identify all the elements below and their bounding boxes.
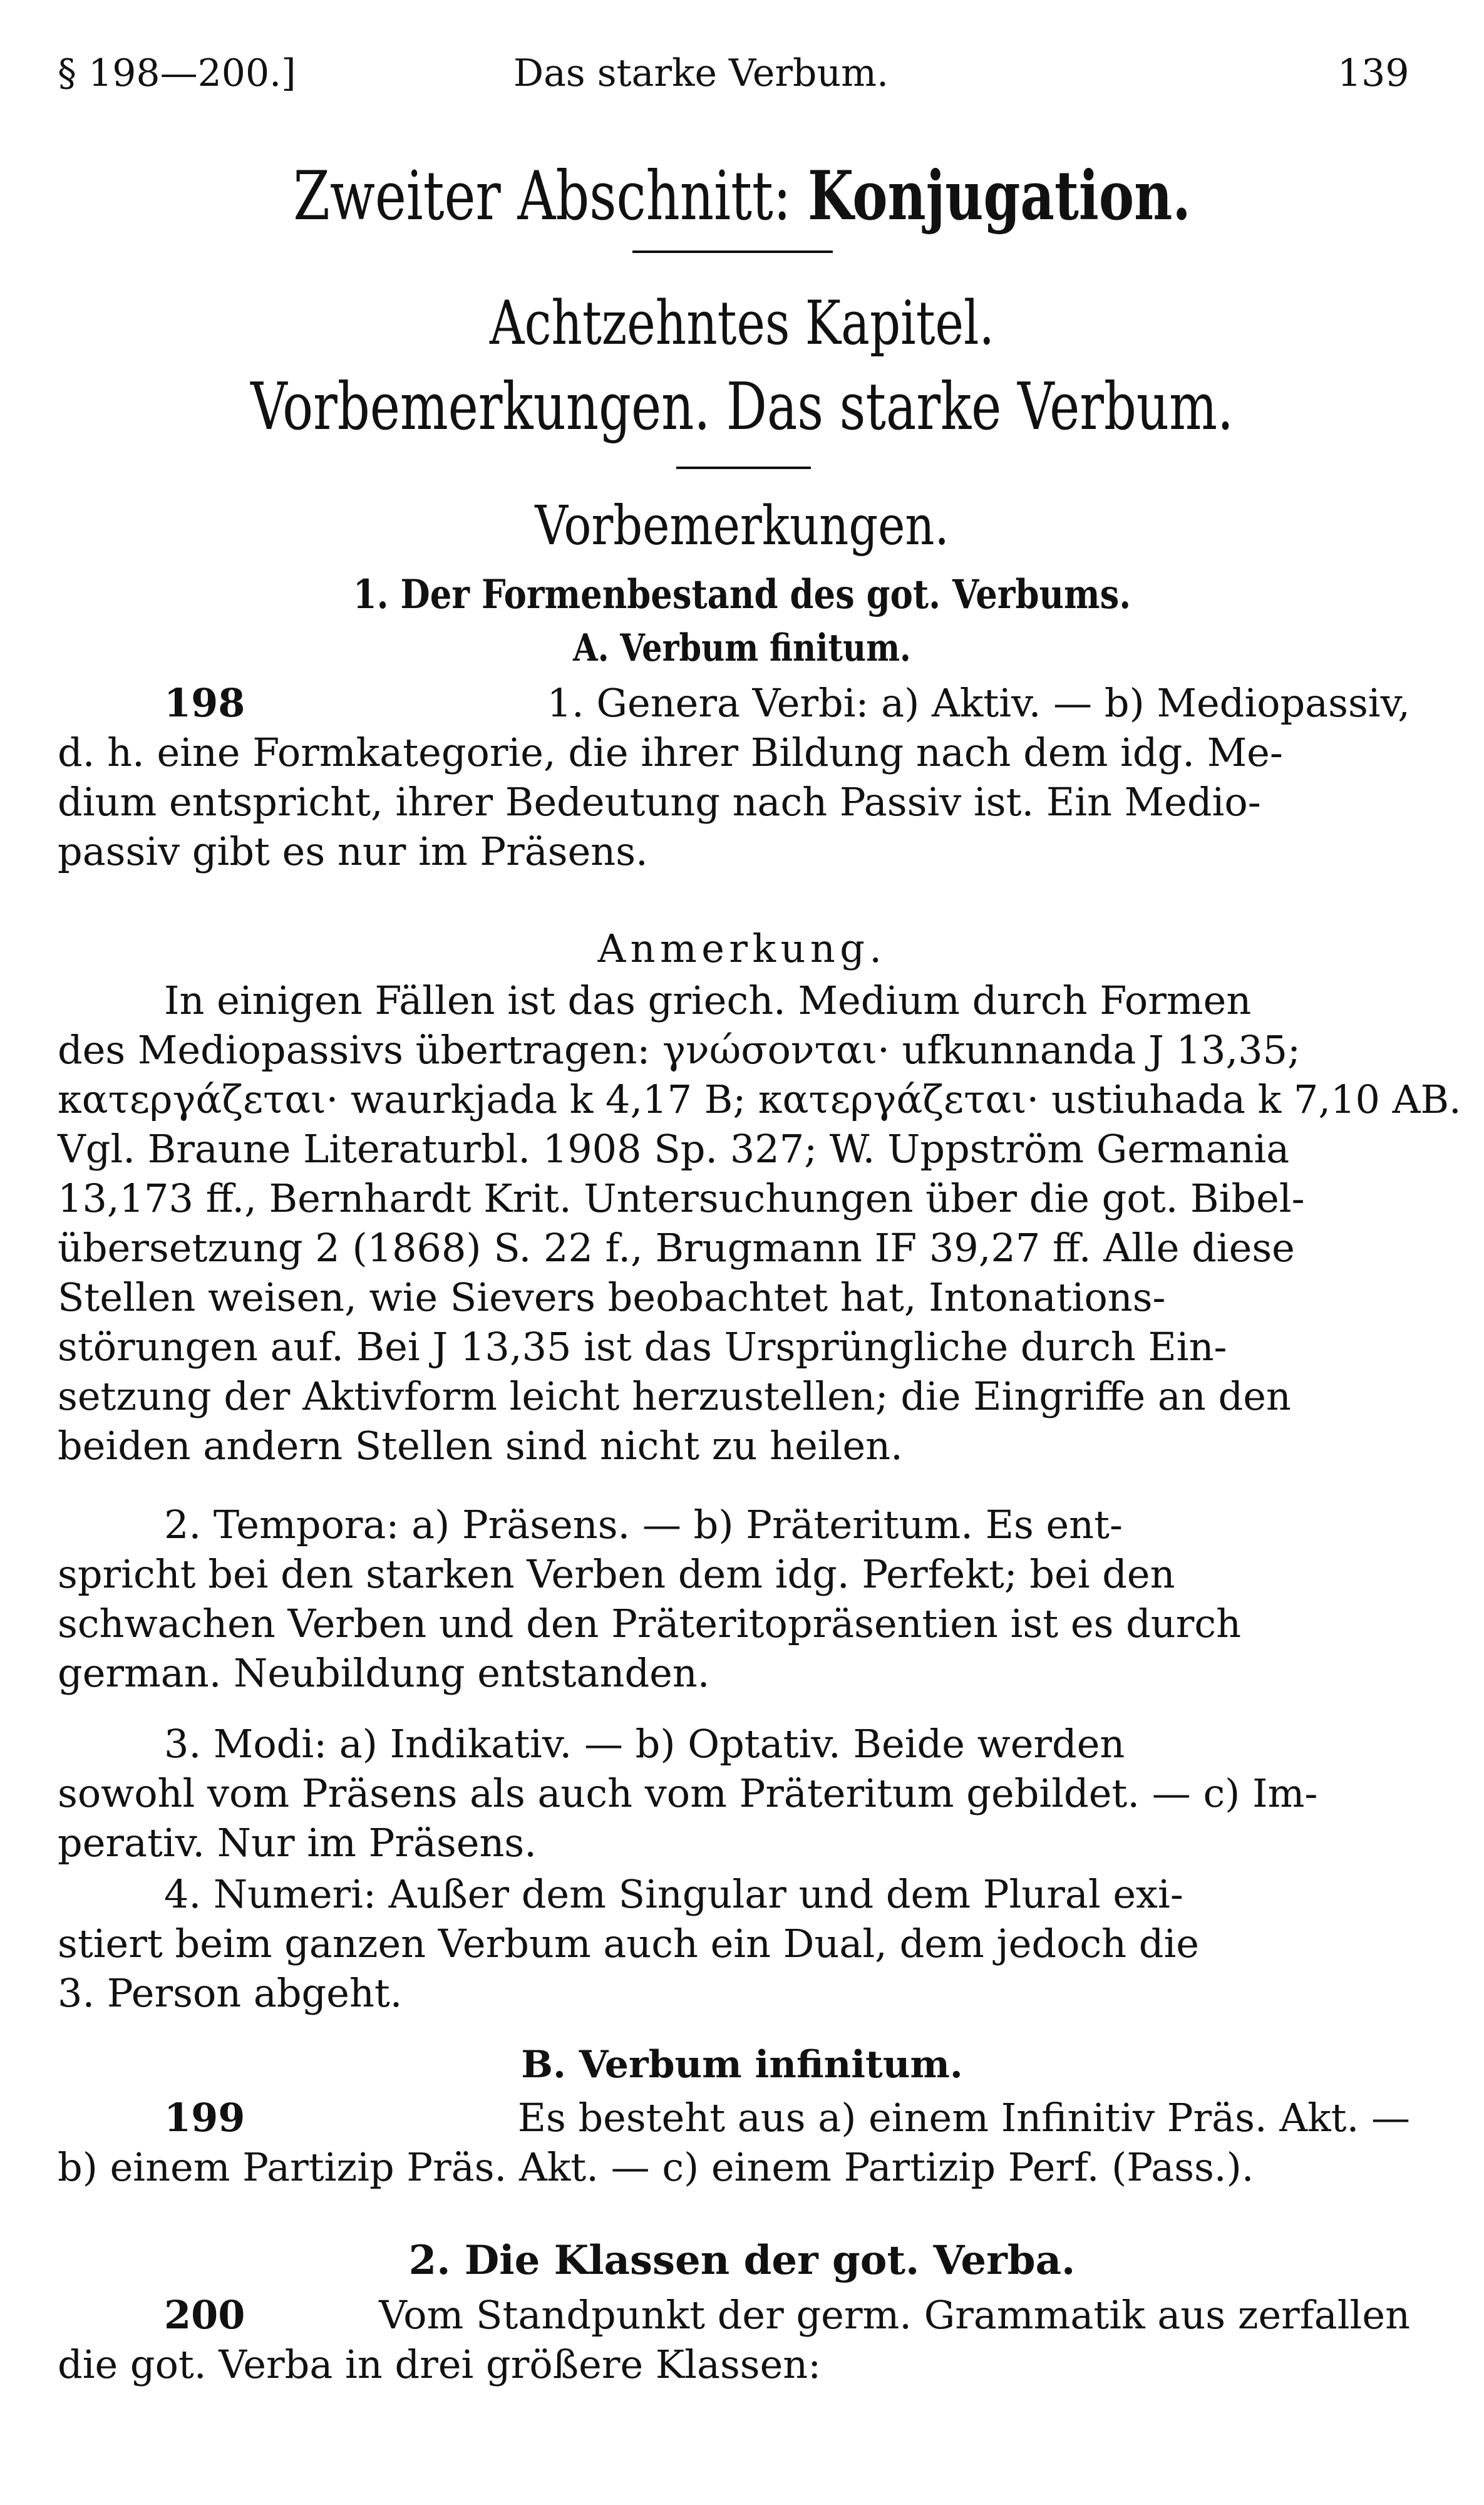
text-line: κατεργάζεται· waurkjada k 4,17 B; κατεργάζεται· ustiuhada k 7,10 AB.	[58, 1077, 1461, 1122]
text-line: sowohl vom Präsens als auch vom Präteritum gebildet. — c) Im-	[58, 1770, 1318, 1816]
paragraph-200	[58, 2290, 1410, 2389]
text-line	[58, 2093, 1410, 2142]
subsubsection-heading: A. Verbum finitum.	[573, 626, 911, 670]
text-line	[58, 678, 1410, 728]
text-line: 3. Person abgeht.	[58, 1970, 403, 2016]
line-text: Es besteht aus a) einem Infinitiv Präs. Akt. —	[517, 2095, 1410, 2141]
modi-block	[58, 1719, 1410, 1867]
divider-rule	[632, 250, 833, 253]
paragraph-number: 199	[164, 2095, 245, 2141]
line-text: Vom Standpunkt der germ. Grammatik aus zerfallen	[379, 2292, 1410, 2338]
numeri-block	[58, 1869, 1410, 2018]
text-line: des Mediopassivs übertragen: γνώσονται· ufkunnanda J 13,35;	[58, 1027, 1301, 1073]
subsection-heading: 2. Die Klassen der got. Verba.	[408, 2237, 1076, 2284]
text-line: übersetzung 2 (1868) S. 22 f., Brugmann IF 39,27 ff. Alle diese	[58, 1225, 1295, 1271]
text-line: 3. Modi: a) Indikativ. — b) Optativ. Beide werden	[164, 1721, 1125, 1767]
running-header-section-range: § 198—200.]	[58, 51, 296, 95]
tempora-block	[58, 1500, 1410, 1698]
text-line: Vgl. Braune Literaturbl. 1908 Sp. 327; W. Uppström Germania	[58, 1126, 1290, 1172]
text-line: 4. Numeri: Außer dem Singular und dem Plural exi-	[164, 1871, 1183, 1917]
text-line	[58, 2290, 1410, 2340]
text-line: 2. Tempora: a) Präsens. — b) Präteritum. Es ent-	[164, 1502, 1123, 1547]
part-title-bold: Konjugation.	[807, 157, 1191, 235]
paragraph-number: 198	[164, 680, 245, 726]
text-line: perativ. Nur im Präsens.	[58, 1820, 537, 1866]
text-line: german. Neubildung entstanden.	[58, 1650, 710, 1696]
part-title-plain: Zweiter Abschnitt:	[293, 157, 791, 235]
subsection-heading: 1. Der Formenbestand des got. Verbums.	[353, 571, 1131, 618]
text-line: setzung der Aktivform leicht herzustellen; die Eingriffe an den	[58, 1373, 1291, 1419]
paragraph-number: 200	[164, 2292, 245, 2338]
page-number: 139	[1337, 51, 1409, 95]
running-header-title: Das starke Verbum.	[513, 51, 889, 95]
line-text: 1. Genera Verbi: a) Aktiv. — b) Mediopassiv,	[547, 680, 1410, 726]
anmerkung-heading: Anmerkung.	[597, 926, 887, 971]
divider-rule	[676, 467, 811, 469]
text-line: In einigen Fällen ist das griech. Medium durch Formen	[164, 978, 1252, 1023]
text-line: dium entspricht, ihrer Bedeutung nach Passiv ist. Ein Medio-	[58, 779, 1261, 825]
chapter-label: Achtzehntes Kapitel.	[490, 288, 994, 358]
text-line: stiert beim ganzen Verbum auch ein Dual, dem jedoch die	[58, 1921, 1199, 1966]
paragraph-199	[58, 2093, 1410, 2192]
paragraph-198	[58, 678, 1410, 876]
text-line: die got. Verba in drei größere Klassen:	[58, 2342, 822, 2387]
subsubsection-heading: B. Verbum infinitum.	[521, 2043, 963, 2087]
text-line: d. h. eine Formkategorie, die ihrer Bildung nach dem idg. Me-	[58, 730, 1283, 775]
section-title: Vorbemerkungen.	[535, 495, 949, 557]
chapter-title: Vorbemerkungen. Das starke Verbum.	[250, 368, 1234, 445]
text-line: passiv gibt es nur im Präsens.	[58, 829, 648, 874]
text-line: schwachen Verben und den Präteritopräsentien ist es durch	[58, 1601, 1242, 1646]
part-title	[163, 157, 1321, 235]
text-line: b) einem Partizip Präs. Akt. — c) einem Partizip Perf. (Pass.).	[58, 2144, 1254, 2190]
text-line: Stellen weisen, wie Sievers beobachtet hat, Intonations-	[58, 1274, 1166, 1320]
text-line: beiden andern Stellen sind nicht zu heilen.	[58, 1423, 903, 1469]
text-line: 13,173 ff., Bernhardt Krit. Untersuchungen über die got. Bibel-	[58, 1175, 1305, 1221]
text-line: spricht bei den starken Verben dem idg. Perfekt; bei den	[58, 1551, 1175, 1597]
text-line: störungen auf. Bei J 13,35 ist das Ursprüngliche durch Ein-	[58, 1324, 1227, 1370]
anmerkung-block	[58, 976, 1461, 1470]
